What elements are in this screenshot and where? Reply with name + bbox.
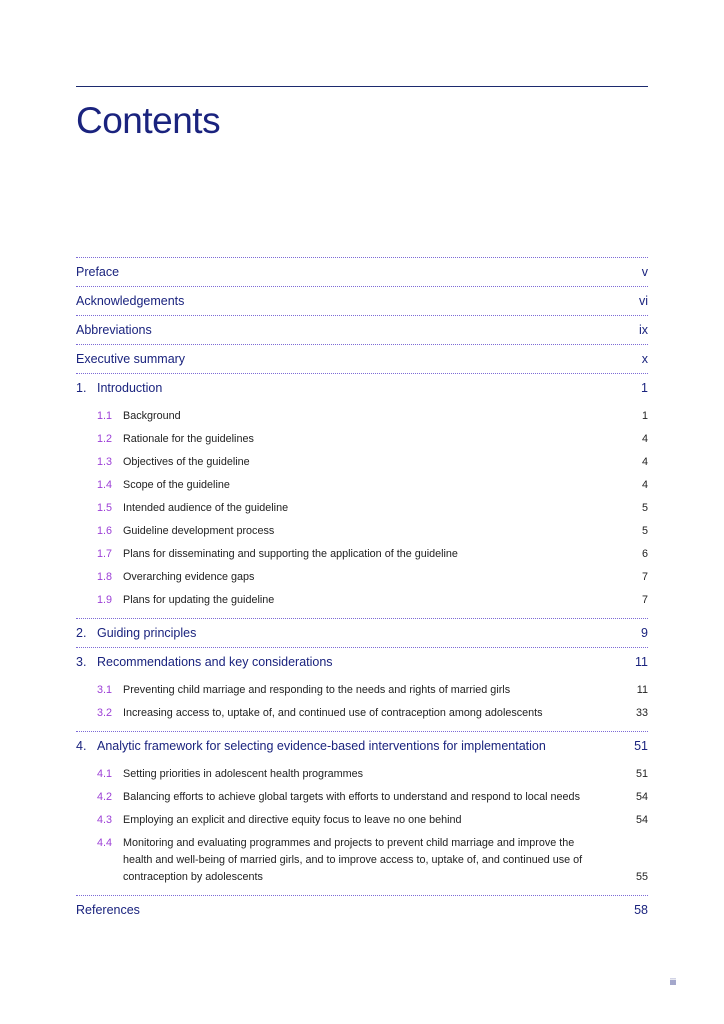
toc-subentry[interactable] [76,543,648,566]
toc-entry-title: Guiding principles [97,626,197,640]
toc-entry[interactable] [76,896,648,924]
toc-subentry[interactable] [76,702,648,725]
toc-entry-label [76,352,598,366]
toc-subentry-title: Plans for disseminating and supporting the application of the guideline [123,548,458,560]
toc-entry-page: 9 [641,626,648,640]
toc-subentry-title: Objectives of the guideline [123,456,250,468]
toc-entry-label [76,294,598,308]
toc-subentry-page: 7 [641,571,648,583]
toc-subentry[interactable] [76,405,648,428]
toc-entry-label [76,381,598,395]
toc-subentry-number: 4.2 [97,791,113,803]
toc-subentry-number: 1.3 [97,456,113,468]
toc-subentry[interactable] [76,474,648,497]
toc-entry-title: Executive summary [76,352,186,366]
toc-entry-label [76,655,598,669]
toc-subentry-page: 33 [635,707,648,719]
toc-subentry-page: 6 [641,548,648,560]
toc-entry-page: vi [638,294,648,308]
toc-entry-page: 1 [641,381,648,395]
page-title: Contents [76,100,221,141]
toc-entry-label [76,323,598,337]
toc-entry-title: References [76,903,140,917]
toc-subentry-number: 1.4 [97,479,113,491]
table-of-contents [76,257,648,924]
toc-subentries [76,676,648,731]
toc-entry[interactable] [76,648,648,676]
toc-subentry-number: 1.5 [97,502,113,514]
toc-entry-label [76,626,598,640]
toc-subentry-title: Guideline development process [123,525,275,537]
toc-subentry-number: 4.4 [97,837,113,849]
toc-subentry-title: Scope of the guideline [123,479,230,491]
toc-subentry-title: Setting priorities in adolescent health programmes [123,768,364,780]
toc-subentry-title: Balancing efforts to achieve global targets with efforts to understand and respond to local needs [123,791,580,803]
toc-entry[interactable] [76,374,648,402]
toc-entry-number: 4. [76,739,87,753]
toc-subentry-number: 1.9 [97,594,113,606]
toc-entry-page: 11 [635,655,648,669]
toc-subentry-page: 54 [635,814,648,826]
toc-subentry-title: Monitoring and evaluating programmes and projects to prevent child marriage and improve the health and well-being of married girls, and to improve access to, uptake of, and continued use of contraception by adolescents [123,837,583,883]
toc-subentry-title: Preventing child marriage and responding to the needs and rights of married girls [123,684,511,696]
toc-subentry[interactable] [76,497,648,520]
toc-entry[interactable] [76,316,648,344]
toc-entry-title: Recommendations and key considerations [97,655,333,669]
toc-entry-title: Preface [76,265,120,279]
toc-subentry[interactable] [76,763,648,786]
toc-subentry[interactable] [76,832,648,889]
top-rule [76,86,648,87]
toc-subentry-page: 11 [636,684,648,696]
toc-subentry-page: 4 [641,479,648,491]
toc-subentries [76,760,648,895]
toc-subentry[interactable] [76,786,648,809]
toc-subentry[interactable] [76,679,648,702]
toc-entry-page: x [641,352,648,366]
toc-subentry[interactable] [76,520,648,543]
toc-entry[interactable] [76,258,648,286]
toc-subentry[interactable] [76,566,648,589]
toc-subentry-title: Plans for updating the guideline [123,594,275,606]
toc-subentry-page: 51 [635,768,648,780]
toc-subentry-page: 4 [641,456,648,468]
toc-entry-number: 2. [76,626,87,640]
toc-entry[interactable] [76,287,648,315]
toc-subentry-title: Intended audience of the guideline [123,502,289,514]
toc-subentry-page: 55 [635,871,648,883]
toc-subentry-title: Rationale for the guidelines [123,433,254,445]
toc-entry-title: Acknowledgements [76,294,185,308]
toc-subentry-title: Increasing access to, uptake of, and continued use of contraception among adolescents [123,707,543,719]
toc-subentry-number: 1.8 [97,571,113,583]
toc-subentry-page: 5 [641,525,648,537]
toc-subentry-number: 1.1 [97,410,113,422]
toc-entry-number: 3. [76,655,87,669]
toc-subentry-page: 4 [641,433,648,445]
toc-subentry[interactable] [76,589,648,612]
toc-subentry[interactable] [76,451,648,474]
toc-subentries [76,402,648,618]
toc-entry-label [76,739,598,753]
toc-subentry-page: 1 [641,410,648,422]
toc-subentry-page: 5 [641,502,648,514]
toc-entry-page: v [641,265,648,279]
toc-entry-title: Analytic framework for selecting evidence-based interventions for implementation [97,739,546,753]
toc-subentry[interactable] [76,428,648,451]
toc-subentry-title: Background [123,410,181,422]
toc-subentry-number: 1.6 [97,525,113,537]
toc-entry-number: 1. [76,381,87,395]
toc-subentry-number: 3.2 [97,707,113,719]
toc-subentry-page: 54 [635,791,648,803]
toc-entry[interactable] [76,345,648,373]
toc-subentry-number: 4.3 [97,814,113,826]
toc-subentry-page: 7 [641,594,648,606]
toc-entry-label [76,903,598,917]
toc-entry-label [76,265,598,279]
toc-subentry-title: Employing an explicit and directive equity focus to leave no one behind [123,814,462,826]
toc-entry[interactable] [76,732,648,760]
toc-entry-page: 51 [634,739,648,753]
page-number: iii [670,977,676,987]
toc-entry-title: Abbreviations [76,323,152,337]
toc-entry[interactable] [76,619,648,647]
toc-subentry-number: 1.2 [97,433,113,445]
toc-subentry-number: 3.1 [97,684,113,696]
toc-entry-page: ix [638,323,648,337]
toc-subentry-title: Overarching evidence gaps [123,571,255,583]
toc-entry-title: Introduction [97,381,163,395]
toc-subentry-number: 1.7 [97,548,113,560]
toc-subentry[interactable] [76,809,648,832]
toc-subentry-number: 4.1 [97,768,113,780]
toc-entry-page: 58 [634,903,648,917]
